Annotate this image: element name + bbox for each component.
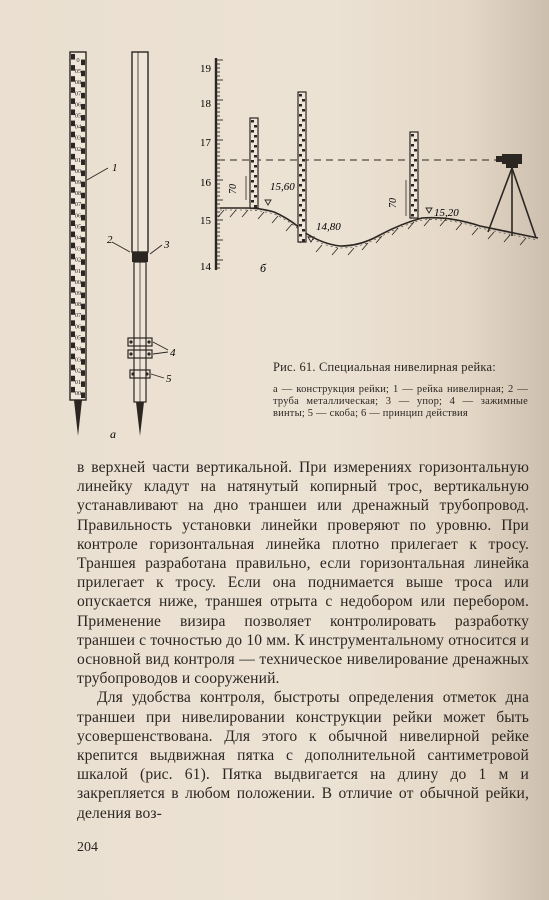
- rod-number: 01: [74, 156, 82, 164]
- callout-5: 5: [166, 373, 172, 385]
- rod-number: 09: [74, 179, 82, 187]
- rod-number: 03: [74, 134, 82, 142]
- rod-number: 09: [74, 290, 82, 298]
- figure-caption: [273, 360, 528, 421]
- rod-number: 04: [74, 234, 82, 242]
- rod-number: 07: [74, 201, 82, 209]
- caption-title: Рис. 61. Специальная нивелирная рейка:: [273, 360, 496, 374]
- scale-18: 18: [200, 98, 211, 110]
- label-b: б: [260, 261, 267, 275]
- scale-16: 16: [200, 177, 211, 189]
- elev-15-20: 15,20: [434, 207, 459, 219]
- body-text: [77, 458, 529, 823]
- scale-15: 15: [200, 215, 211, 227]
- rod-number: 00: [74, 278, 82, 286]
- rod-number: 06: [74, 101, 82, 109]
- ground-hatch: [218, 210, 526, 255]
- rod-number: 07: [74, 90, 82, 98]
- rod-number: 02: [74, 367, 82, 375]
- rod-number: 05: [74, 112, 82, 120]
- scale-19: 19: [200, 63, 211, 75]
- callout-1: 1: [112, 162, 118, 174]
- rod-b1: [250, 118, 258, 208]
- rod-number: 05: [74, 334, 82, 342]
- rod-number: 01: [74, 378, 82, 386]
- rod-number: 03: [74, 245, 82, 253]
- rod-number: 0: [76, 56, 80, 64]
- callout-2: 2: [107, 234, 113, 246]
- rod-number: 03: [74, 356, 82, 364]
- label-a: а: [110, 427, 116, 441]
- dim-70-right: 70: [388, 198, 399, 208]
- rod-number: 02: [74, 145, 82, 153]
- rod-number: 08: [74, 301, 82, 309]
- dim-70-left: 70: [228, 184, 239, 194]
- rod-number: 02: [74, 256, 82, 264]
- rod-number: 01: [74, 267, 82, 275]
- rod-number: 06: [74, 212, 82, 220]
- rod-number: 00: [74, 167, 82, 175]
- elev-14-80: 14,80: [316, 221, 341, 233]
- rod-number: 05: [74, 223, 82, 231]
- rod-number: 04: [74, 123, 82, 131]
- rod-1-numbers: [75, 57, 82, 397]
- paragraph-1: в верхней части вертикальной. При измерениях горизонтальную линейку кладут на натянутый копирный трос, вертикальную устанавливают на дно траншеи или дренажный трубопровод. Правильность установки линейки проверяют по уровню. При контроле горизонтальная линейка плотно прилегает к тросу. Траншея разработана правильно, если горизонтальная линейка прилегает к тросу. Если она поднимается выше троса или опускается ниже, траншея отрыта с недобором или перебором. Применение визира позволяет контролировать разработку траншеи с точностью до 10 мм. К инструментальному относится и основной вид контроля — техническое нивелирование дренажных трубопроводов и сооружений.: [77, 459, 529, 688]
- rod-number: 05: [74, 68, 82, 76]
- rod-number: 08: [74, 190, 82, 198]
- rod-number: 00: [74, 389, 82, 397]
- page-number: 204: [77, 840, 98, 855]
- level-instrument: [488, 154, 536, 238]
- rod-b2: [298, 92, 306, 242]
- rod-number: 06: [74, 323, 82, 331]
- callout-4: 4: [170, 347, 176, 359]
- caption-legend: а — конструкция рейки; 1 — рейка нивелирная; 2 — труба металлическая; 3 — упор; 4 — зажимные винты; 5 — скоба; 6 — принцип действия: [273, 384, 528, 420]
- rod-number: 08: [74, 79, 82, 87]
- elev-15-60: 15,60: [270, 181, 295, 193]
- callout-3: 3: [164, 239, 170, 251]
- rod-2-with-heel: [128, 52, 152, 436]
- paragraph-2: Для удобства контроля, быстроты определения отметок дна траншеи при нивелировании конструкции рейки может быть усовершенствована. Для этого к обычной нивелирной рейке крепится выдвижная пятка с дополнительной сантиметровой шкалой (рис. 61). Пятка выдвигается на длину до 1 м и закрепляется в любом положении. В отличие от обычной рейки, деления воз-: [77, 689, 529, 822]
- rod-number: 07: [74, 312, 82, 320]
- vertical-scale: [216, 58, 223, 270]
- rod-b3: [410, 132, 418, 218]
- rod-number: 04: [74, 345, 82, 353]
- scale-17: 17: [200, 137, 211, 149]
- scale-14: 14: [200, 261, 211, 273]
